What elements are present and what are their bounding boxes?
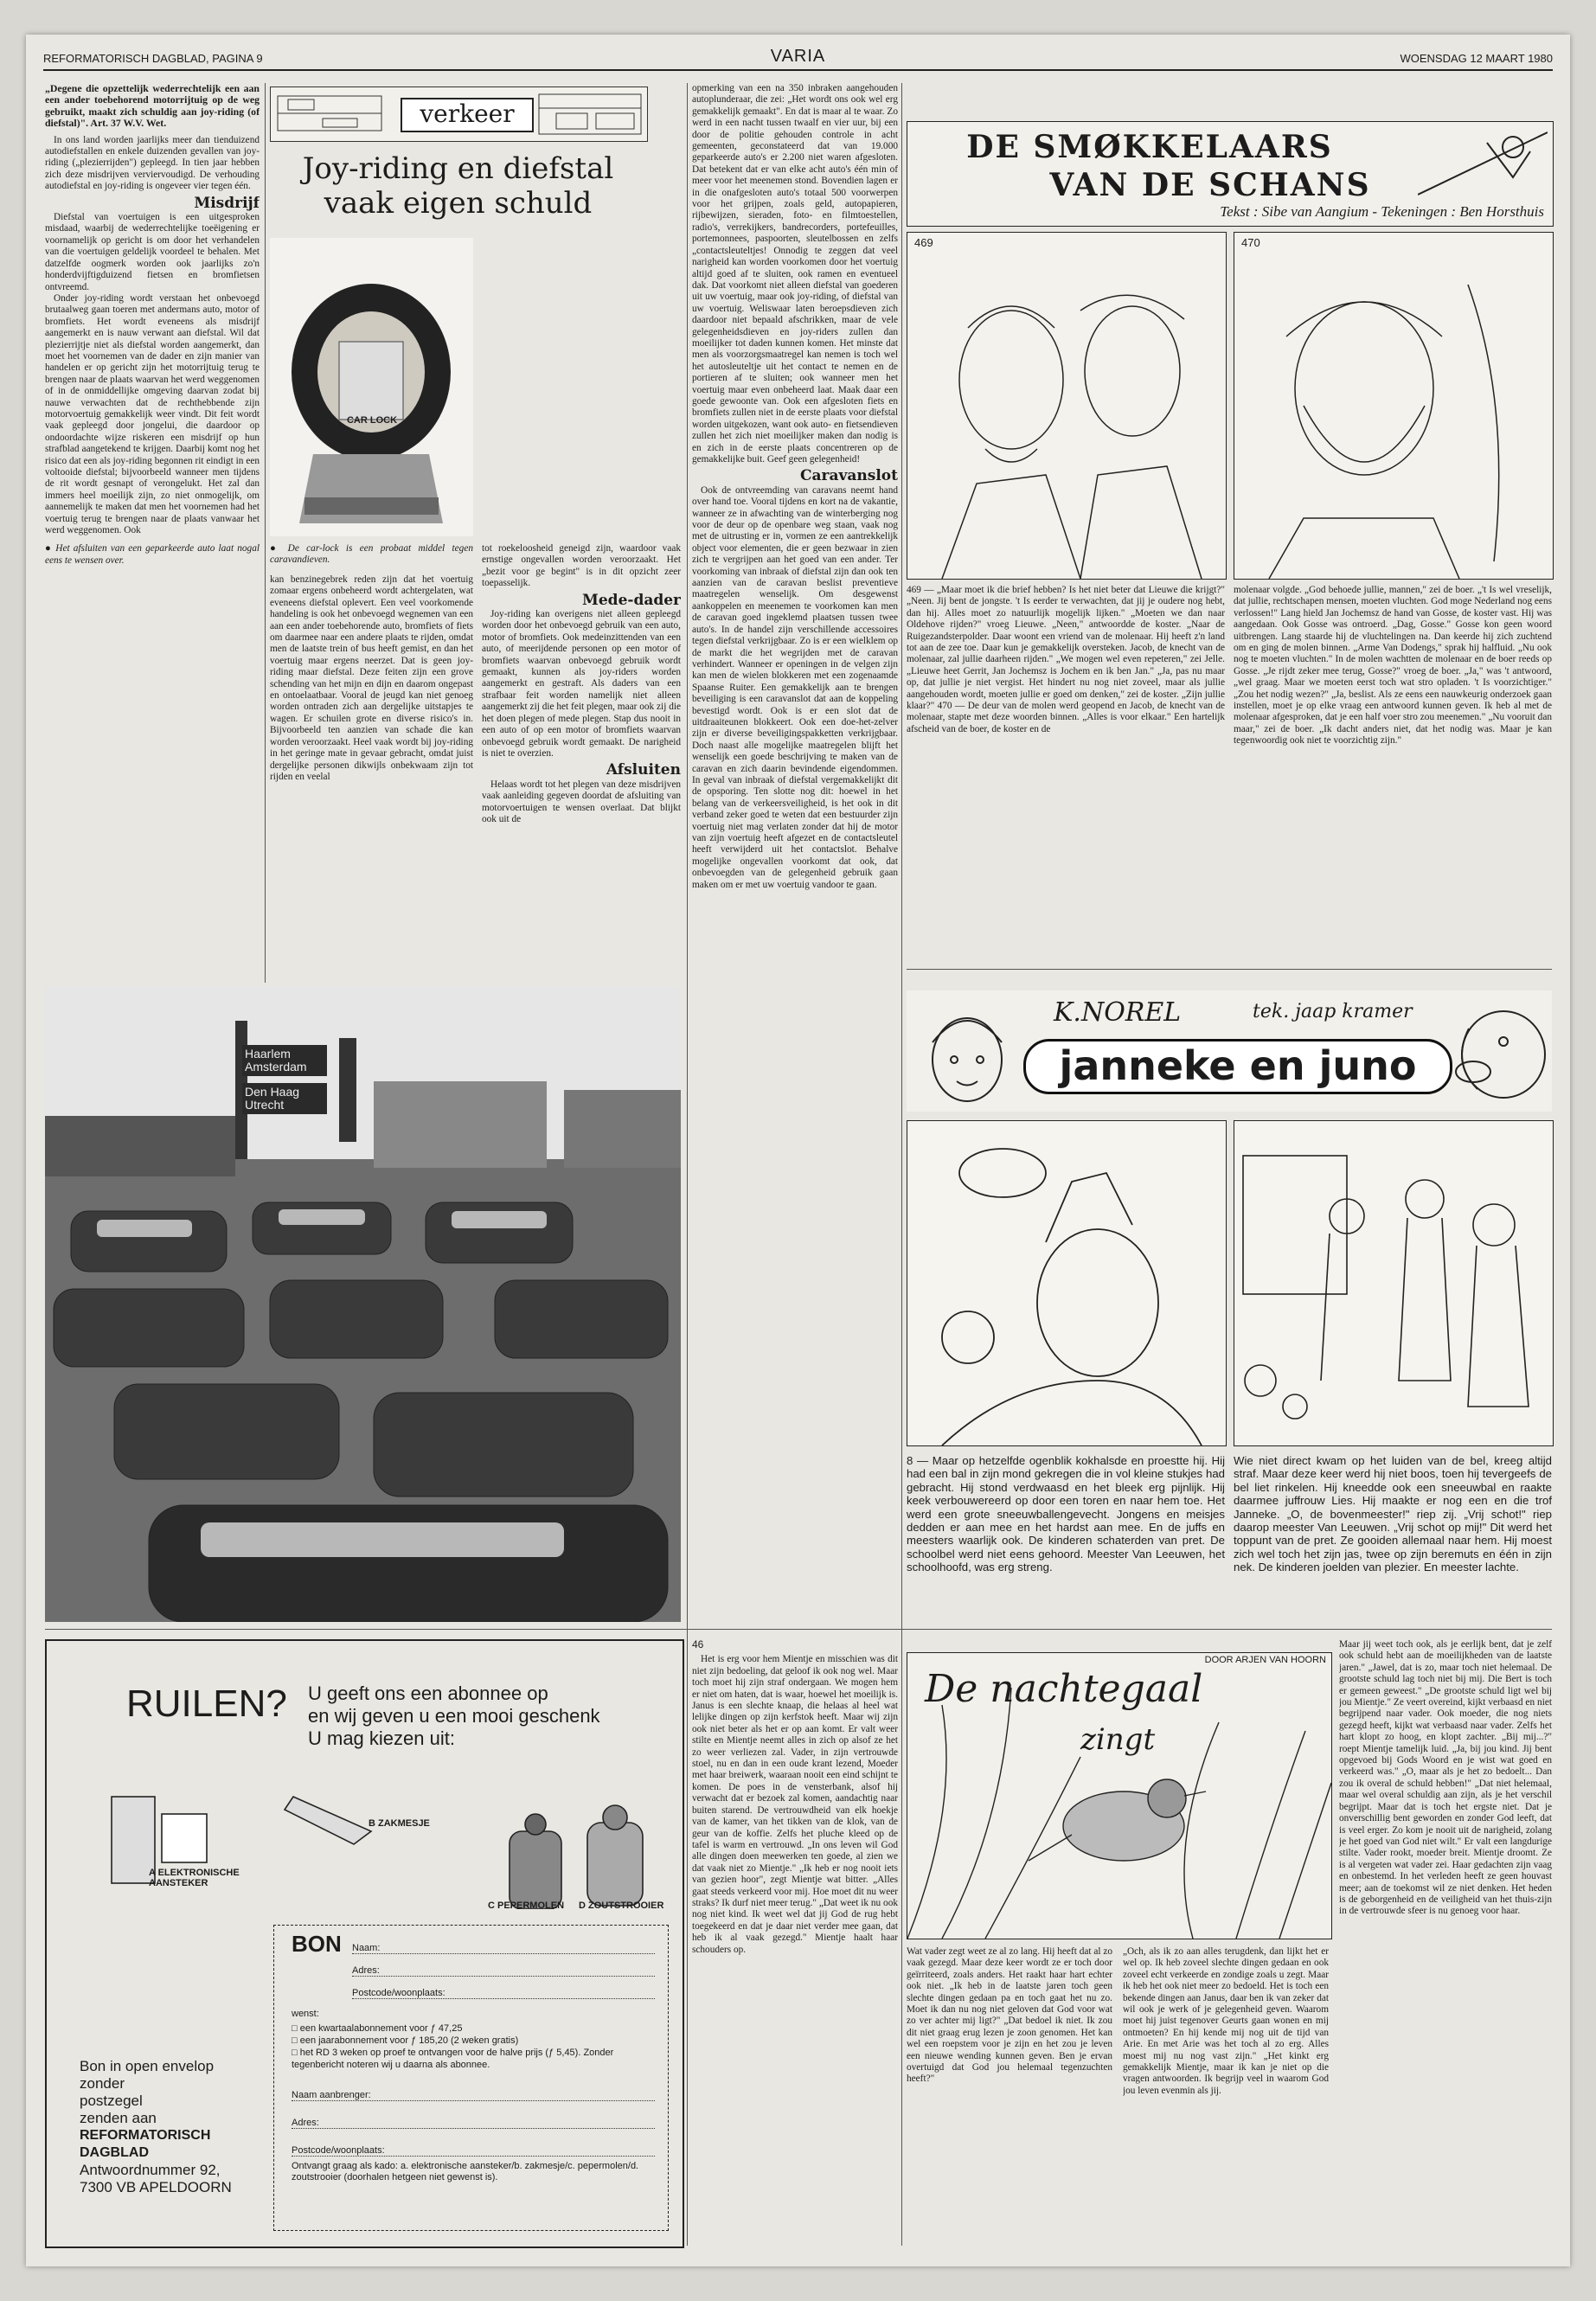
car-lock-label: CAR LOCK [346, 415, 398, 426]
musket-drawing [1418, 125, 1548, 202]
ruilen-line: U mag kiezen uit: [308, 1727, 455, 1749]
janneke-girl-drawing [915, 999, 1019, 1110]
verkeer-paragraph: tot roekeloosheid geneigd zijn, waardoor vaak ernstige ongevallen worden veroorzaakt. Het „bezit voor ge begint" is in dit opzicht zeer toepasselijk. [482, 543, 681, 589]
nachtegaal-paragraph: Maar jij weet toch ook, als je eerlijk bent, dat je zelf ook schuld hebt aan de moeilijkheden van de laatste jaren." „Jawel, dat is zo, maar toch niet helemaal. De grootste schuld lag toch niet bij mij. Die Bert is toch er gemeen geweest." „De grootste schuld ligt wel bij jou Mientje." Ze veert overeind, kijkt verbaasd en niet begrijpend naar vader. Ook moeder, die nog niets gezegd heeft, kijkt wat verbaasd naar vader. Zelfs het hart klopt zo hoog, en klopt zachter. „Bij mij...?" roept Mientje tamelijk luid. „Ja, bij jou kind. Jij bent opgevoed bij Gods Woord en je wist wat goed en verkeerd was." „O, maar als je het zo bedoelt... Dan zou ik overal de schuld hebben!" „Dat niet helemaal, maar wel overal schuldig aan zijn, als je het verschil begrijpt. Maar dat is toch het ergste niet. Dat je onverschillig bent geworden en zonder God leeft, dat is veel erger. Zo kom je nooit uit de narigheid, zolang je het goed van God niet wilt." Er valt een langdurige stilte. Vader rookt, moeder breit. Mientje droomt. Ze is al vergeten wat vader zei. Haar gedachten zijn vaag en onbestemd. In het verleden heeft ze geen houvast meer; aan de toekomst wil ze niet denken. Het heden is de geborgenheid en de veiligheid van het thuis-zijn in de vertrouwde sfeer is nu genoeg voor haar. [1339, 1639, 1552, 1917]
road-sign-den-haag [242, 1083, 327, 1114]
page-header [43, 47, 1553, 71]
panel-number: 470 [1241, 236, 1260, 249]
verkeer-column-2 [270, 574, 473, 972]
mailing-line: Antwoordnummer 92, [80, 2162, 221, 2178]
janneke-title-block [907, 990, 1552, 1112]
smokkelaars-comic [907, 121, 1552, 952]
column-rule [687, 83, 688, 2246]
nachtegaal-paragraph: Het is erg voor hem Mientje en misschien was dit niet zijn bedoeling, dat geloof ik ook nog wel. Maar toch moet hij zijn straf ondergaan. We mogen hem er niet om haten, dat is waar, hoewel het moeilijk is. Janus is een slechte knaap, die helaas al heel wat lelijke dingen op zijn kerfstok heeft. Maar wij zijn ook niet beter als het er op aan komt. Er valt weer stilte en Mientje neemt alles in zich op alsof ze het zo weer verliezen zal. Vader, in zijn vertrouwde stoel, nu en dan in een oude krant lezend, Moeder met haar breiwerk, waaraan nooit een eind schijnt te komen. De poes in de vensterbank, alsof hij verwacht dat er bezoek zal komen, aandachtig naar buiten starend. De vertrouwdheid van elk hoekje van de kamer, van het tikken van de klok, van de geur van de koffie. Zelfs het pluche kleed op de tafel is warm en vertrouwd. „In ons leven wil God alle dingen doen meewerken ten goede, al zien we dat vaak niet zo Mientje." „Ik heb er nog nooit iets van gezien hoor", zegt Mientje wat bitter. „Alles gaat steeds verkeerd voor mij. Hoe moet dit nu weer straks? Ik durf niet meer terug." „Dat weet ik nu ook nog niet kind. Ik weet wel dat jij God de rug hebt toegekeerd en dat je daar niet verder mee gaan, dat heb ik al vaak gezegd." Mientje haalt haar schouders op. [692, 1654, 898, 1955]
option-label: een jaarabonnement voor ƒ 185,20 (2 weken gratis) [299, 2035, 519, 2046]
car-lock-caption: ● De car-lock is een probaat middel tegen caravandieven. [270, 543, 473, 566]
comic-caption: 8 — Maar op hetzelfde ogenblik kokhalsde en proestte hij. Hij had een bal in zijn mond gekregen die in vol kleine stukjes had gebracht. Hij stond verdwaasd en het bleek erg pijnlijk. Hij keek verbouwereerd op door een toren en naar hem toe. Het werd een grote sneeuwballengevecht. Jongens en meisjes dedden er aan mee en het hardst aan mee. En de juffs en meesters waarlijk ook. De kinderen schaterden van pret. De schoolbel werd niet eens gehoord. Meester Van Leeuwen, het schoolhoofd, was erg streng. [907, 1454, 1225, 1574]
comic-text-469 [907, 585, 1225, 948]
janneke-panel-1 [907, 1120, 1227, 1446]
ruilen-line: U geeft ons een abonnee op [308, 1682, 548, 1704]
janneke-comic [907, 990, 1552, 1626]
verkeer-paragraph: Ook de ontvreemding van caravans neemt hand over hand toe. Vooral tijdens en kort na de vakantie, wanneer ze in afwachting van de winterberging nog voor de deur op de openbare weg staan, vaak nog met de uitrusting er in, vormen ze een aantrekkelijk object voor elementen, die er geen bezwaar in zien zich te vergrijpen aan het goed van een ander. Ter voorkoming van inbraak of diefstal zijn dan ook ten aanzien van de caravan beslist preventieve maatregelen wenselijk. Om desgewenst aankoppelen en meenemen te voorkomen kan men de caravan goed ingeklemd plaatsen tussen twee auto's. In de handel zijn verschillende accessoires tegen diefstal verkrijgbaar. Zo is er een wielklem op de markt die het wegrijden met de caravan verhindert. Wanneer er openingen in de velgen zijn kan men de wielen blokkeren met een zogenaamde Spaanse Ruiter. Een gemakkelijk aan te brengen beveiliging is een caravanslot dat aan de koppeling bevestigd wordt. Ook is er een slot dat de uitdraaiteunen blokkeert. Ook een doe-het-zelver zijn er diverse beveiligingspakketten verkrijgbaar. Doch naast alle mogelijke maatregelen blijft het wenselijk een goede beschrijving te maken van de caravan en zich daarin bevindende eigendommen. In geval van inbraak of diefstal vergemakkelijkt dit de opsporing. Ten slotte nog dit: hoewel in het belang van de verkeersveiligheid, is het ook in dit verband zeker goed te weten dat een bestuurder zijn voertuig niet mag verlaten zonder dat hij de motor van zijn voertuig heeft afgezet en de contactsleutel heeft verwijderd uit het contactslot. Behalve mogelijke ongevallen voorkomt dat ook, dat onbevoegden van de gelegenheid gebruik gaan maken om er met uw voertuig vandoor te gaan. [692, 484, 898, 890]
gift-option-a: A ELEKTRONISCHE AANSTEKER [149, 1868, 240, 1888]
verkeer-label: verkeer [401, 98, 534, 132]
subscription-coupon [273, 1925, 669, 2231]
comic-title-line1: DE SMØKKELAARS [966, 129, 1333, 165]
snowball-boy-drawing [907, 1121, 1226, 1445]
sign-text: Den Haag [245, 1085, 300, 1099]
column-rule [901, 83, 902, 2246]
verkeer-quote: „Degene die opzettelijk wederrechtelijk een aan een ander toebehorend motorrijtuig op de weg gebruikt, maakt zich schuldig aan joy-riding (of diefstal)". Art. 37 W.V. Wet. [45, 83, 260, 130]
mailing-line: Bon in open envelop [80, 2058, 215, 2074]
coupon-field-referrer-address[interactable]: Adres: [292, 2118, 655, 2129]
verkeer-column-1 [45, 83, 260, 1017]
caption-text: De car-lock is een probaat middel tegen caravandieven. [270, 543, 473, 566]
parking-illustration [45, 986, 681, 1622]
panel-number: 469 [914, 236, 933, 249]
smokkelaars-title-block [907, 121, 1554, 227]
janneke-panel-2 [1234, 1120, 1554, 1446]
verkeer-column-3 [482, 543, 681, 972]
header-date: WOENSDAG 12 MAART 1980 [1400, 52, 1553, 65]
verkeer-headline: Joy-riding en diefstal vaak eigen schuld [302, 151, 614, 221]
ruilen-line: en wij geven u een mooi geschenk [308, 1705, 600, 1727]
verkeer-paragraph: opmerking van een na 350 inbraken aangehouden autoplunderaar, die zei: „Het wordt ons ook wel erg gemakkelijk gemaakt". En dat is maar al te waar. Zo werd in een nacht tussen twaalf en vier uur, bij een door de politie gehouden controle in acht gemeenten, geconstateerd dat van 19.000 geparkeerde auto's er 2.200 niet waren afgesloten. Dat betekent dat er van elke acht auto's één min of meer voor het meenemen stond. Bovendien lagen er in die onafgesloten auto's totaal 500 voorwerpen voor het grijpen, zoals geld, autopapieren, rijbewijzen, sieraden, foto- en filmtoestellen, radio's, verrekijkers, bandrecorders, portefeuilles, portemonnees, paspoorten, sleutelbossen en zelfs „contactsleuteltjes! Onnodig te zeggen dat veel narigheid kan worden voorkomen door het voertuig altijd goed af te sluiten, ook ramen en eventueel dak. Dat voorkomt niet alleen diefstal van goederen uit uw voertuig, maar ook joy-riding, of diefstal van uw voertuig. Weliswaar laten beroepsdieven zich daardoor niet bepaald afschrikken, maar de vele gelegenheidsdieven en joy-riders zullen dan moeilijker tot daden kunnen komen. Het minste dat men als voorzorgsmaatregel kan nemen is toch wel het autosleuteltje uit het contact te nemen en de portieren af te sluiten; ook wanneer men het voertuig maar even onbeheerd laat. Maak daar een goede gewoonte van. Ook een afgesloten fiets en bromfiets zullen niet in de eerste plaats voor diefstal worden uitgekozen, want ook auto- en fietsendieven zullen het zich niet moeilijker maken dan nodig is en zich in de eerste plaats concentreren op de gemakkelijke buit. Geef geen gelegenheid! [692, 83, 898, 465]
comic-caption: molenaar volgde. „God behoede jullie, mannen," zei de boer. „'t Is wel vreselijk, dat jullie, rechtschapen mensen, moeten vluchten. God moge Nederland nog eens verlossen!" Lang hield Jan Jochemsz de hand van Gosse, de koster vast. Hij was aangedaan. Ook Gosse was ontroerd. „Dag, Gosse." Gosse kon geen woord uitbrengen. Lang staarde hij de vluchtelingen na. Dan keerde hij zich zuchtend om en ging de molen binnen. „Arme Van Dodengs," sprak hij halfluid. „Nu ook nog te moeten vluchten." In de molen wachtten de molenaar en de boer reeds op Gosse. „Je rijdt zeker mee terug, Gosse?" vroeg de boer. „Ja," was 't antwoord, „wel graag. Maar we moeten eerst toch wat stro opladen. 't Is voorzichtiger." „Zou het nodig wezen?" „Ja, beslist. Als ze eens een nauwkeurig onderzoek gaan instellen, moet je op elke vraag een antwoord kunnen geven. Ik heb al met de molenaar afgesproken, dat je een half voer stro zou meenemen." „Nu vooruit dan maar," zei de boer. „Ik dacht anders niet, dat het nodig was. Maar je kan tegenwoordig ook niet te voorzichtig zijn." [1234, 585, 1552, 747]
mailing-line: zonder [80, 2075, 125, 2092]
header-section: VARIA [770, 47, 826, 66]
verkeer-paragraph: Onder joy-riding wordt verstaan het onbevoegd brutaalweg gaan toeren met andermans auto, motor of bromfiets. Het wordt eveneens als misdrijf aangemerkt en is nauw verwant aan diefstal. Wil dat plezierrijtje niet als diefstal worden aangemerkt, dan moet het voornemen van de dader en zijn manier van handelen er op gericht zijn het motorrijtuig terug te brengen naar de plaats waarvan het werd weggenomen of in de onmiddellijke omgeving daarvan zodat bij nauwe verwachten dat de rechthebbende zijn motorvoertuig gemakkelijk weer vindt. Dit feit wordt vaak gepleegd door jongelui, die daardoor op ondoordachte wijze riskeren een misdrijf op hun strafblad aangetekend te krijgen. Daarbij komt nog het risico dat een als joy-riding begonnen rit eindigt in een voltooide diefstal; bijvoorbeeld wanneer men tijdens de rit wordt gesnapt of verongelukt. Het zal dan immers heel moeilijk zijn, zo niet onmogelijk, om aannemelijk te maken dat men het voornemen had het voertuig terug te brengen naar de plaats vanwaar het werd weggenomen. Ook [45, 292, 260, 536]
panel-470-drawing [1234, 233, 1553, 579]
section-rule [907, 969, 1552, 970]
comic-panel-470 [1234, 232, 1554, 580]
coupon-field-name[interactable]: Naam: [352, 1943, 655, 1954]
serial-episode-number: 46 [692, 1639, 704, 1650]
coupon-mailing-info [80, 2058, 266, 2196]
verkeer-sub-afsluiten: Afsluiten [606, 761, 681, 779]
verkeer-paragraph: kan benzinegebrek reden zijn dat het voertuig zomaar ergens onbeheerd wordt achtergelaten, wat eveneens diefstal oplevert. Een veel voorkomende handeling is ook het onbevoegd wegnemen van een aan een ander toebehorende auto, bromfiets of fiets om daarmee naar een andere plaats te rijden, omdat men de laatste trein of bus heeft gemist, en dan het voertuig maar ergens neerzet. Dat is geen joy-riding maar diefstal. Deze feiten zijn een grove schending van het mijn en dijn en daarom ongepast en ontoelaatbaar. Vooral de jeugd kan niet genoeg worden ontraden zich aan dergelijke uitstapjes te wagen. Er schuilen grote en diverse risico's in. Bijvoorbeeld ten aanzien van schade die kan worden veroorzaakt. Heel vaak wordt bij joy-riding in het geringe mate in gevaar gebracht, omdat juist dergelijke personen dikwijls onbekwaam zijn tot rijden en veelal [270, 574, 473, 782]
verkeer-column-4 [692, 83, 898, 1623]
ruilen-advertisement [45, 1639, 684, 2248]
mailing-line: REFORMATORISCH DAGBLAD [80, 2128, 211, 2160]
mailing-line: postzegel [80, 2093, 143, 2109]
column-rule [265, 83, 266, 983]
caption-text: Het afsluiten van een geparkeerde auto laat nogal eens te wensen over. [45, 543, 260, 566]
janneke-illustrator: tek. jaap kramer [1253, 1001, 1413, 1022]
coupon-option-quarter[interactable]: □ een kwartaalabonnement voor ƒ 47,25 [292, 2023, 463, 2034]
coupon-field-referrer-postcode[interactable]: Postcode/woonplaats: [292, 2145, 655, 2157]
coupon-title: BON [292, 1931, 342, 1957]
janneke-title: janneke en juno [1023, 1039, 1452, 1094]
nachtegaal-paragraph: Wat vader zegt weet ze al zo lang. Hij heeft dat al zo vaak gezegd. Maar deze keer wordt ze er toch door geïrriteerd, zoals anders. Het raakt haar hart echter ook niet. „Ik heb in de laatste jaren toch geen slechte dingen gedaan pa en toch gaat het nu zo. Moet ik dan nu nog niet geloven dat God voor wat zo ver achter mij ligt?" „Dat bedoel ik niet. Ik zou dit niet graag erug lezen je zoon genomen. Het kan wel een roepstem voor je zijn en het zou je leven een nieuwe wending kunnen geven. Ben je ervan overtuigd dat God jou helemaal tegenzuchten heeft?" [907, 1946, 1112, 2085]
verkeer-intro: In ons land worden jaarlijks meer dan tienduizend autodiefstallen en enkele duizenden gevallen van joy-riding („plezierrijden") gepleegd. In tien jaar hebben zich deze misdrijven verviervoudigd. De verhouding autodiefstal en joy-riding is ongeveer vier tegen één. [45, 134, 260, 192]
section-rule [45, 1629, 1552, 1630]
janneke-author: K.NOREL [1054, 997, 1182, 1028]
ruilen-intro [308, 1682, 600, 1750]
gift-option-b: B ZAKMESJE [369, 1818, 430, 1829]
coupon-wenst: wenst: [292, 2009, 319, 2019]
header-paper-page: REFORMATORISCH DAGBLAD, PAGINA 9 [43, 52, 263, 65]
nachtegaal-column-1 [692, 1639, 898, 2245]
verkeer-caption-parking: ● Het afsluiten van een geparkeerde auto laat nogal eens te wensen over. [45, 543, 260, 566]
coupon-field-postcode[interactable]: Postcode/woonplaats: [352, 1988, 655, 1999]
ruilen-title: RUILEN? [126, 1682, 287, 1725]
comic-text-470 [1234, 585, 1552, 948]
car-lock-illustration [270, 238, 473, 536]
comic-caption: 469 — „Maar moet ik die brief hebben? Is het niet beter dat Lieuwe die krijgt?" „Neen. Jij bent de jongste. 't Is eerder te verwachten, dat jij je oudere nog hebt, dan hij. Alles moet zo natuurlijk mogelijk lijken." „Moeten we dan naar Oldehove rijden?" vroeg Lieuwe. „Neen," antwoordde de koster. „Naar de Ruigezandsterpolder. Daar woont een vriend van de molenaar. Hij heeft z'n land tot aan de zee toe. Daar kun je gemakkelijk oversteken. Jacob, de knecht van de molenaar, zal jullie daarheen rijden." „We mogen wel even repeteren," zei Jelle. „Lieuwe heet Gerrit, Jan Jochemsz is Jochem en ik ben Jan." „Ja, pas nu maar op, dat jullie je niet vergist. Het hindert nu nog niet zoveel, maar als jullie aangehouden wordt, moeten jullie er goed om denken," zei de koster. „Zijn jullie klaar?" 470 — De deur van de molen werd geopend en Jacob, de knecht van de molenaar, stapte met deze woorden binnen. „Alles is voor elkaar." Een hartelijk afscheid van de boer, de koster en de [907, 585, 1225, 734]
option-label: het RD 3 weken op proef te ontvangen voor de halve prijs (ƒ 5,45). Zonder tegenbericht noteren wij u daarna als abonnee. [292, 2048, 614, 2070]
serial-title: De nachtegaal [925, 1667, 1203, 1711]
schoolyard-drawing [1234, 1121, 1553, 1445]
verkeer-paragraph: Helaas wordt tot het plegen van deze misdrijven vaak aanleiding gegeven doordat de afsluiting van motorvoertuigen te wensen overlaat. Dat blijkt ook uit de [482, 779, 681, 824]
verkeer-paragraph: Diefstal van voertuigen is een uitgesproken misdaad, waarbij de wederrechtelijke toeëigening er voornamelijk op gericht is om door het verhandelen van die voertuigen geldelijk voordeel te behalen. Met datzelfde oogmerk worden ook jaarlijks zo'n honderdvijftigduizend fietsen en bromfietsen ontvreemd. [45, 212, 260, 292]
comic-panel-469 [907, 232, 1227, 580]
gift-products-drawing [94, 1779, 665, 1909]
newspaper-page [26, 35, 1570, 2266]
sign-text: Haarlem [245, 1047, 291, 1061]
parking-lot-photo [45, 986, 681, 1622]
option-label: een kwartaalabonnement voor ƒ 47,25 [299, 2023, 463, 2034]
serial-byline: DOOR ARJEN VAN HOORN [1204, 1655, 1326, 1665]
nachtegaal-column-4 [1339, 1639, 1552, 2245]
janneke-text-1 [907, 1454, 1225, 1623]
sign-text: Utrecht [245, 1098, 285, 1112]
car-lock-photo [270, 238, 473, 536]
gift-option-c: C PEPERMOLEN [488, 1900, 565, 1911]
nachtegaal-column-3 [1123, 1946, 1329, 2245]
comic-credits: Tekst : Sibe van Aangium - Tekeningen : Ben Horsthuis [1220, 203, 1544, 220]
coupon-field-referrer[interactable]: Naam aanbrenger: [292, 2090, 655, 2101]
juno-dog-drawing [1443, 994, 1552, 1110]
verkeer-label-banner [270, 87, 648, 142]
road-sign-haarlem [242, 1045, 327, 1076]
sign-text: Amsterdam [245, 1060, 307, 1074]
gift-option-d: D ZOUTSTROOIER [579, 1900, 664, 1911]
comic-title-line2: VAN DE SCHANS [1049, 167, 1371, 203]
coupon-option-year[interactable]: □ een jaarabonnement voor ƒ 185,20 (2 weken gratis) [292, 2035, 519, 2046]
coupon-gift-choice: Ontvangt graag als kado: a. elektronische aansteker/b. zakmesje/c. pepermolen/d. zoutstrooier (doorhalen hetgeen niet gewenst is). [292, 2161, 639, 2182]
mailing-line: zenden aan [80, 2110, 157, 2126]
nachtegaal-paragraph: „Och, als ik zo aan alles terugdenk, dan lijkt het er wel op. Ik heb zoveel slechte dingen gedaan en ook zoveel echt verkeerde en zondige zoals u zegt. Maar ik heb het ook niet meer zo bedoeld. Het is toch een bekende dingen aan Janus, daar ben ik van zeker dat wil ook je werk of je gelegenheid geven. Waarom moet hij juist tegenover Geurts gaan wonen en mij ontmoeten? En hij kende mij nog uit de tijd van Arie. En met Arie was het toch al zo erg. Alles moest mij nu nog vast zijn." „Het kinkt erg gemakkelijk Mientje, maar ik kan je niet op die vragen antwoorden. Ik begrijp veel in waarom God jou leven evenmin als jij. [1123, 1946, 1329, 2096]
verkeer-sub-misdrijf: Misdrijf [194, 194, 260, 212]
nachtegaal-column-2 [907, 1946, 1112, 2245]
mailing-line: 7300 VB APELDOORN [80, 2179, 232, 2195]
serial-title-line2: zingt [1080, 1722, 1156, 1757]
verkeer-paragraph: Joy-riding kan overigens niet alleen gepleegd worden door het onbevoegd gebruik van een auto, motor of bromfiets. Ook medeinzittenden van een auto, of meerijdende personen op een motor of bromfiets waarvan onbevoegd gebruik wordt gemaakt, kunnen als joy-riders worden aangemerkt en gestraft. Als daders van een strafbaar feit worden namelijk niet alleen aangemerkt zij die het feit plegen, maar ook zij die het doen plegen of mede plegen. Stap dus nooit in een auto of op een motor of bromfiets waarvan onbevoegd gebruik wordt gemaakt. De narigheid is niet te overzien. [482, 609, 681, 759]
panel-469-drawing [907, 233, 1226, 579]
janneke-text-2 [1234, 1454, 1552, 1623]
comic-caption: Wie niet direct kwam op het luiden van de bel, kreeg altijd straf. Maar deze keer werd hij niet boos, toen hij tevergeefs de bel liet rinkelen. Hij kneedde ook een sneeuwbal en raakte daarmee juffrouw Lies. Hij maakte er nog een en die trof Janneke. „O, de bovenmeester!" riep zij. „Vrij schot!" riep daarop meester Van Leeuwen. „Vrij schot op mij!" Dit werd het toppunt van de pret. Ze gooiden allemaal naar hem. Hij moest zich wel toch het zijn jas, twee op zijn beremuts en één in zijn nek. De kinderen joelden van plezier. En meester lachte. [1234, 1454, 1552, 1574]
verkeer-sub-caravanslot: Caravanslot [800, 467, 898, 485]
coupon-option-trial[interactable]: □ het RD 3 weken op proef te ontvangen voor de halve prijs (ƒ 5,45). Zonder tegenbericht noteren wij u daarna als abonnee. [292, 2048, 614, 2070]
coupon-options [292, 2022, 655, 2071]
nachtegaal-illustration [907, 1652, 1332, 1939]
coupon-field-address[interactable]: Adres: [352, 1965, 655, 1977]
verkeer-sub-mede-dader: Mede-dader [582, 591, 681, 609]
